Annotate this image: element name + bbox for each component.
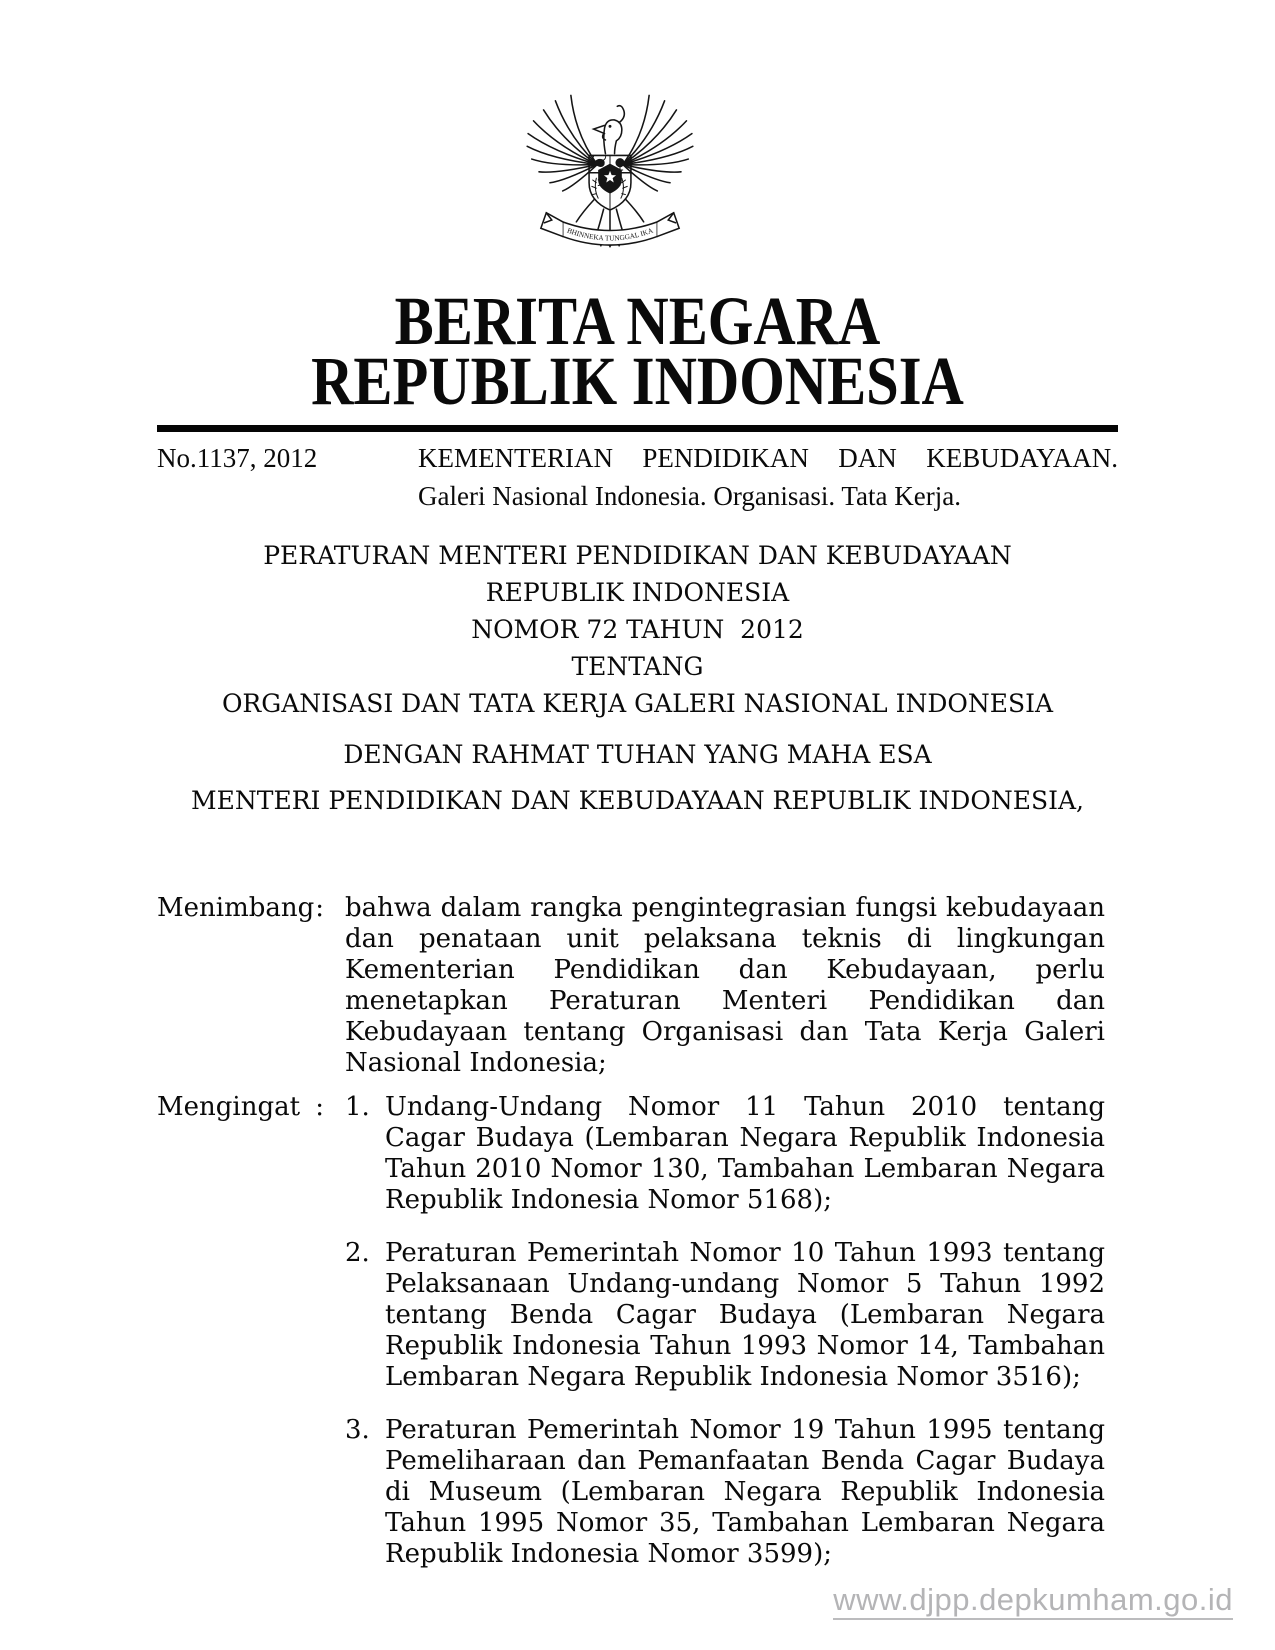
item-text: Undang-Undang Nomor 11 Tahun 2010 tentang Cagar Budaya (Lembaran Negara Republik Indonesia Tahun 2010 Nomor 130, Tambahan Lembaran Negara Republik Indonesia Nomor 5168); bbox=[385, 1092, 1105, 1215]
item-text: Peraturan Pemerintah Nomor 19 Tahun 1995 tentang Pemeliharaan dan Pemanfaatan Benda Cagar Budaya di Museum (Lembaran Negara Republik Indonesia Tahun 1995 Nomor 35, Tambahan Lembaran Negara Republik Indonesia Nomor 3599); bbox=[385, 1415, 1105, 1569]
masthead bbox=[157, 282, 1118, 420]
regulation-title-line-3: NOMOR 72 TAHUN 2012 bbox=[471, 615, 804, 644]
gazette-subject: KEMENTERIAN PENDIDIKAN DAN KEBUDAYAAN. Galeri Nasional Indonesia. Organisasi. Tata Kerja. bbox=[418, 443, 1118, 511]
recalling-items bbox=[345, 1092, 1105, 1570]
item-number: 3. bbox=[345, 1415, 370, 1445]
regulation-title bbox=[157, 537, 1118, 722]
regulation-title-line-2: REPUBLIK INDONESIA bbox=[485, 578, 790, 607]
recalling-label bbox=[157, 1092, 345, 1570]
emblem-motto: BHINNEKA TUNGGAL IKA bbox=[565, 226, 654, 243]
emblem-container bbox=[129, 84, 1090, 276]
masthead-title-line-1: BERITA NEGARA bbox=[394, 282, 881, 360]
considering-text: bahwa dalam rangka pengintegrasian fungsi kebudayaan dan penataan unit pelaksana teknis di lingkungan Kementerian Pendidikan dan Kebudayaan, perlu menetapkan Peraturan Menteri Pendidikan dan Kebudayaan tentang Organisasi dan Tata Kerja Galeri Nasional Indonesia; bbox=[345, 893, 1105, 1078]
authority-line: MENTERI PENDIDIKAN DAN KEBUDAYAAN REPUBLIK INDONESIA, bbox=[191, 786, 1084, 815]
regulation-title-line-5: ORGANISASI DAN TATA KERJA GALERI NASIONAL INDONESIA bbox=[221, 689, 1054, 718]
item-text: Peraturan Pemerintah Nomor 10 Tahun 1993 tentang Pelaksanaan Undang-undang Nomor 5 Tahun 1992 tentang Benda Cagar Budaya (Lembaran Negara Republik Indonesia Tahun 1993 Nomor 14, Tambahan Lembaran Negara Republik Indonesia Nomor 3516); bbox=[385, 1238, 1105, 1392]
legal-basis-item bbox=[345, 1238, 1105, 1393]
regulation-title-line-1: PERATURAN MENTERI PENDIDIKAN DAN KEBUDAYAAN bbox=[263, 541, 1012, 570]
considering-label bbox=[157, 893, 345, 1079]
masthead-title-line-2: REPUBLIK INDONESIA bbox=[311, 342, 964, 420]
issue-number: No.1137, 2012 bbox=[157, 443, 318, 473]
legal-basis-item bbox=[345, 1092, 1105, 1216]
invocation-line: DENGAN RAHMAT TUHAN YANG MAHA ESA bbox=[343, 740, 932, 769]
recalling-colon: : bbox=[315, 1092, 324, 1122]
legal-basis-item bbox=[345, 1415, 1105, 1570]
recalling-clause bbox=[157, 1092, 1118, 1570]
considering-label-text: Menimbang bbox=[157, 893, 315, 923]
considering-clause bbox=[157, 893, 1118, 1079]
considering-colon: : bbox=[315, 893, 324, 923]
masthead-divider-rule bbox=[157, 425, 1118, 432]
issue-row bbox=[157, 439, 1118, 515]
item-number: 1. bbox=[345, 1092, 370, 1122]
garuda-pancasila-emblem bbox=[519, 84, 701, 276]
watermark-url: www.djpp.depkumham.go.id bbox=[833, 1584, 1233, 1620]
regulation-title-line-4: TENTANG bbox=[571, 652, 704, 681]
recalling-label-text: Mengingat bbox=[157, 1092, 301, 1122]
item-number: 2. bbox=[345, 1238, 370, 1268]
